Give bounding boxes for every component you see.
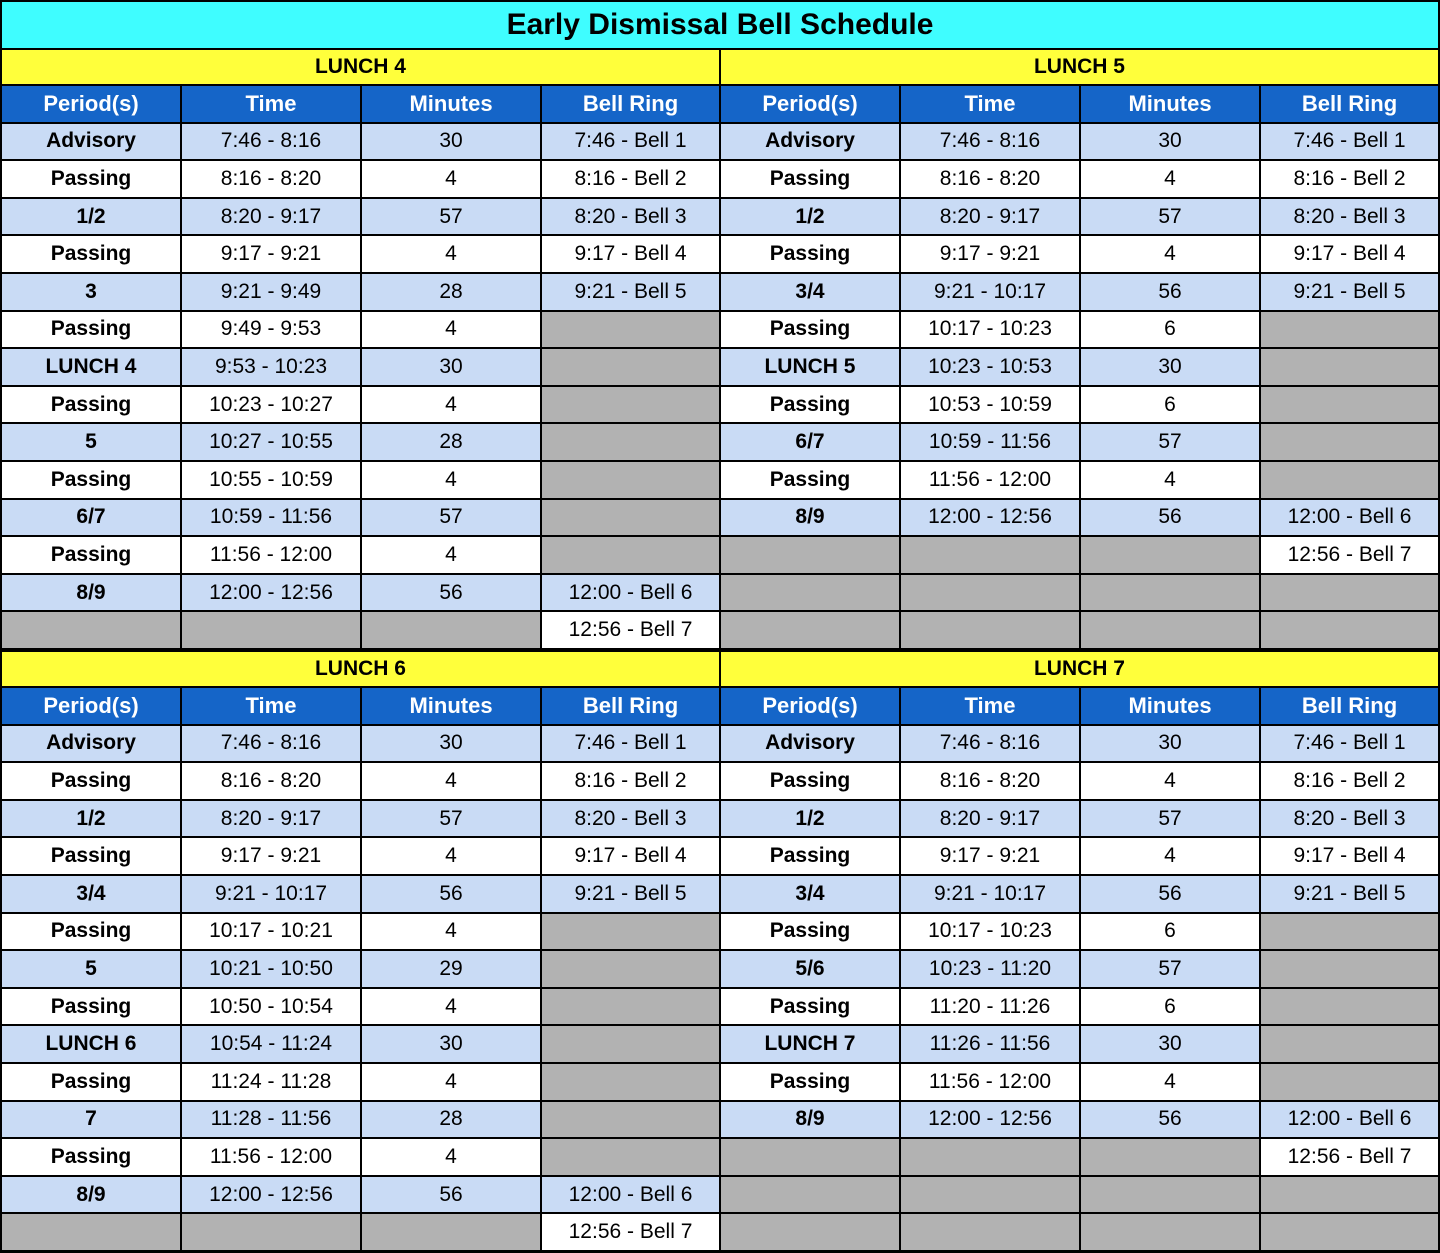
period-cell: Passing	[2, 312, 180, 348]
empty-cell	[182, 612, 360, 648]
bell-ring-cell: 9:17 - Bell 4	[1261, 838, 1438, 874]
time-cell: 10:27 - 10:55	[182, 424, 360, 460]
minutes-cell: 56	[362, 575, 540, 611]
minutes-cell: 56	[1081, 500, 1259, 536]
schedule-table	[2, 86, 719, 648]
time-cell: 11:56 - 12:00	[182, 537, 360, 573]
empty-cell	[721, 537, 899, 573]
bell-ring-cell: 7:46 - Bell 1	[542, 124, 719, 160]
minutes-cell: 4	[1081, 161, 1259, 197]
empty-cell	[721, 1139, 899, 1175]
period-cell: LUNCH 4	[2, 349, 180, 385]
bell-ring-cell: 8:20 - Bell 3	[1261, 199, 1438, 235]
minutes-cell: 28	[362, 1102, 540, 1138]
period-cell: 3/4	[2, 876, 180, 912]
empty-cell	[1081, 1177, 1259, 1213]
time-cell: 12:00 - 12:56	[182, 575, 360, 611]
period-cell: Passing	[721, 236, 899, 272]
time-cell: 8:16 - 8:20	[182, 763, 360, 799]
minutes-cell: 4	[362, 989, 540, 1025]
empty-cell	[542, 387, 719, 423]
empty-cell	[1261, 575, 1438, 611]
time-cell: 9:17 - 9:21	[901, 838, 1079, 874]
empty-cell	[901, 612, 1079, 648]
column-header-time: Time	[182, 688, 360, 724]
time-cell: 8:20 - 9:17	[901, 801, 1079, 837]
minutes-cell: 30	[362, 1026, 540, 1062]
empty-cell	[2, 612, 180, 648]
time-cell: 10:21 - 10:50	[182, 951, 360, 987]
minutes-cell: 4	[362, 387, 540, 423]
time-cell: 9:21 - 10:17	[182, 876, 360, 912]
empty-cell	[542, 462, 719, 498]
lunch-heading: LUNCH 4	[2, 50, 719, 84]
column-header-periods: Period(s)	[2, 688, 180, 724]
bell-ring-cell: 8:20 - Bell 3	[542, 199, 719, 235]
bell-ring-cell: 12:56 - Bell 7	[542, 612, 719, 648]
time-cell: 7:46 - 8:16	[901, 124, 1079, 160]
bell-ring-cell: 9:21 - Bell 5	[1261, 876, 1438, 912]
empty-cell	[1261, 1064, 1438, 1100]
minutes-cell: 56	[1081, 876, 1259, 912]
empty-cell	[901, 575, 1079, 611]
minutes-cell: 6	[1081, 387, 1259, 423]
bell-ring-cell: 9:21 - Bell 5	[1261, 274, 1438, 310]
empty-cell	[542, 951, 719, 987]
time-cell: 9:53 - 10:23	[182, 349, 360, 385]
lunch-heading: LUNCH 5	[721, 50, 1438, 84]
period-cell: Passing	[721, 161, 899, 197]
minutes-cell: 56	[1081, 1102, 1259, 1138]
period-cell: Passing	[721, 1064, 899, 1100]
minutes-cell: 4	[1081, 838, 1259, 874]
minutes-cell: 28	[362, 274, 540, 310]
minutes-cell: 6	[1081, 989, 1259, 1025]
period-cell: Passing	[2, 763, 180, 799]
minutes-cell: 57	[1081, 951, 1259, 987]
time-cell: 10:23 - 10:53	[901, 349, 1079, 385]
minutes-cell: 4	[1081, 236, 1259, 272]
period-cell: Advisory	[721, 726, 899, 762]
empty-cell	[542, 1064, 719, 1100]
minutes-cell: 30	[362, 349, 540, 385]
time-cell: 10:59 - 11:56	[182, 500, 360, 536]
bell-ring-cell: 9:17 - Bell 4	[542, 838, 719, 874]
time-cell: 9:21 - 10:17	[901, 274, 1079, 310]
empty-cell	[1261, 989, 1438, 1025]
period-cell: Passing	[721, 462, 899, 498]
empty-cell	[1261, 951, 1438, 987]
minutes-cell: 56	[362, 1177, 540, 1213]
lunch-heading: LUNCH 6	[2, 652, 719, 686]
period-cell: Passing	[2, 161, 180, 197]
empty-cell	[542, 500, 719, 536]
minutes-cell: 30	[1081, 349, 1259, 385]
minutes-cell: 4	[362, 236, 540, 272]
time-cell: 10:17 - 10:21	[182, 914, 360, 950]
time-cell: 8:20 - 9:17	[182, 801, 360, 837]
column-header-time: Time	[901, 688, 1079, 724]
bell-ring-cell: 9:17 - Bell 4	[1261, 236, 1438, 272]
time-cell: 10:17 - 10:23	[901, 914, 1079, 950]
minutes-cell: 4	[362, 462, 540, 498]
time-cell: 11:28 - 11:56	[182, 1102, 360, 1138]
period-cell: 5/6	[721, 951, 899, 987]
time-cell: 9:17 - 9:21	[901, 236, 1079, 272]
bell-ring-cell: 7:46 - Bell 1	[1261, 124, 1438, 160]
minutes-cell: 30	[1081, 124, 1259, 160]
period-cell: Passing	[721, 989, 899, 1025]
column-header-periods: Period(s)	[721, 688, 899, 724]
time-cell: 11:26 - 11:56	[901, 1026, 1079, 1062]
minutes-cell: 4	[1081, 462, 1259, 498]
empty-cell	[542, 349, 719, 385]
lunch-heading: LUNCH 7	[721, 652, 1438, 686]
empty-cell	[542, 537, 719, 573]
minutes-cell: 30	[1081, 1026, 1259, 1062]
time-cell: 11:56 - 12:00	[901, 1064, 1079, 1100]
empty-cell	[721, 612, 899, 648]
empty-cell	[542, 312, 719, 348]
bell-ring-cell: 12:00 - Bell 6	[542, 575, 719, 611]
empty-cell	[542, 1026, 719, 1062]
time-cell: 9:17 - 9:21	[182, 236, 360, 272]
minutes-cell: 30	[362, 726, 540, 762]
minutes-cell: 30	[362, 124, 540, 160]
time-cell: 9:49 - 9:53	[182, 312, 360, 348]
time-cell: 12:00 - 12:56	[901, 500, 1079, 536]
period-cell: 8/9	[2, 1177, 180, 1213]
period-cell: Advisory	[2, 726, 180, 762]
period-cell: LUNCH 5	[721, 349, 899, 385]
period-cell: 1/2	[721, 199, 899, 235]
minutes-cell: 4	[1081, 1064, 1259, 1100]
empty-cell	[901, 1139, 1079, 1175]
minutes-cell: 57	[362, 801, 540, 837]
bell-ring-cell: 8:16 - Bell 2	[1261, 763, 1438, 799]
period-cell: 8/9	[2, 575, 180, 611]
time-cell: 12:00 - 12:56	[182, 1177, 360, 1213]
bell-ring-cell: 8:16 - Bell 2	[542, 763, 719, 799]
bell-ring-cell: 7:46 - Bell 1	[542, 726, 719, 762]
empty-cell	[1261, 612, 1438, 648]
empty-cell	[1261, 462, 1438, 498]
period-cell: LUNCH 7	[721, 1026, 899, 1062]
bell-ring-cell: 12:56 - Bell 7	[1261, 537, 1438, 573]
empty-cell	[1081, 612, 1259, 648]
minutes-cell: 4	[362, 1064, 540, 1100]
period-cell: 7	[2, 1102, 180, 1138]
period-cell: 1/2	[2, 801, 180, 837]
period-cell: 3/4	[721, 876, 899, 912]
column-header-time: Time	[901, 86, 1079, 122]
column-header-time: Time	[182, 86, 360, 122]
bell-ring-cell: 7:46 - Bell 1	[1261, 726, 1438, 762]
empty-cell	[1081, 1139, 1259, 1175]
time-cell: 9:21 - 10:17	[901, 876, 1079, 912]
empty-cell	[542, 1139, 719, 1175]
empty-cell	[1261, 349, 1438, 385]
column-header-minutes: Minutes	[362, 688, 540, 724]
minutes-cell: 4	[362, 312, 540, 348]
minutes-cell: 4	[362, 914, 540, 950]
time-cell: 11:56 - 12:00	[901, 462, 1079, 498]
bell-ring-cell: 9:21 - Bell 5	[542, 274, 719, 310]
time-cell: 7:46 - 8:16	[182, 726, 360, 762]
time-cell: 10:54 - 11:24	[182, 1026, 360, 1062]
column-header-bell-ring: Bell Ring	[1261, 688, 1438, 724]
minutes-cell: 4	[1081, 763, 1259, 799]
time-cell: 10:50 - 10:54	[182, 989, 360, 1025]
bell-ring-cell: 8:16 - Bell 2	[1261, 161, 1438, 197]
period-cell: LUNCH 6	[2, 1026, 180, 1062]
time-cell: 8:16 - 8:20	[901, 161, 1079, 197]
empty-cell	[1081, 575, 1259, 611]
period-cell: Passing	[2, 537, 180, 573]
time-cell: 11:24 - 11:28	[182, 1064, 360, 1100]
time-cell: 11:56 - 12:00	[182, 1139, 360, 1175]
column-header-bell-ring: Bell Ring	[542, 688, 719, 724]
minutes-cell: 6	[1081, 914, 1259, 950]
empty-cell	[542, 1102, 719, 1138]
period-cell: 8/9	[721, 500, 899, 536]
time-cell: 9:21 - 9:49	[182, 274, 360, 310]
bell-ring-cell: 8:16 - Bell 2	[542, 161, 719, 197]
minutes-cell: 57	[362, 199, 540, 235]
empty-cell	[1081, 537, 1259, 573]
period-cell: Passing	[2, 838, 180, 874]
period-cell: 3/4	[721, 274, 899, 310]
time-cell: 8:16 - 8:20	[182, 161, 360, 197]
empty-cell	[1261, 312, 1438, 348]
empty-cell	[1261, 1026, 1438, 1062]
minutes-cell: 57	[1081, 424, 1259, 460]
period-cell: 6/7	[721, 424, 899, 460]
empty-cell	[182, 1214, 360, 1250]
minutes-cell: 30	[1081, 726, 1259, 762]
period-cell: Passing	[721, 387, 899, 423]
bell-ring-cell: 12:00 - Bell 6	[1261, 500, 1438, 536]
minutes-cell: 57	[1081, 199, 1259, 235]
period-cell: Passing	[721, 914, 899, 950]
empty-cell	[362, 1214, 540, 1250]
period-cell: 6/7	[2, 500, 180, 536]
minutes-cell: 4	[362, 838, 540, 874]
empty-cell	[901, 1214, 1079, 1250]
empty-cell	[1261, 914, 1438, 950]
page-title: Early Dismissal Bell Schedule	[2, 2, 1438, 48]
bell-ring-cell: 8:20 - Bell 3	[1261, 801, 1438, 837]
column-header-bell-ring: Bell Ring	[542, 86, 719, 122]
empty-cell	[1261, 1177, 1438, 1213]
minutes-cell: 57	[362, 500, 540, 536]
empty-cell	[721, 1177, 899, 1213]
minutes-cell: 28	[362, 424, 540, 460]
bell-ring-cell: 9:21 - Bell 5	[542, 876, 719, 912]
empty-cell	[2, 1214, 180, 1250]
empty-cell	[1261, 387, 1438, 423]
period-cell: Passing	[2, 989, 180, 1025]
minutes-cell: 4	[362, 537, 540, 573]
period-cell: 5	[2, 424, 180, 460]
bell-ring-cell: 12:00 - Bell 6	[1261, 1102, 1438, 1138]
period-cell: Advisory	[721, 124, 899, 160]
time-cell: 10:53 - 10:59	[901, 387, 1079, 423]
time-cell: 8:16 - 8:20	[901, 763, 1079, 799]
bell-ring-cell: 12:00 - Bell 6	[542, 1177, 719, 1213]
period-cell: Passing	[721, 838, 899, 874]
period-cell: Passing	[2, 236, 180, 272]
empty-cell	[362, 612, 540, 648]
empty-cell	[901, 1177, 1079, 1213]
schedule-table	[721, 688, 1438, 1250]
time-cell: 10:23 - 11:20	[901, 951, 1079, 987]
schedule-table	[721, 86, 1438, 648]
bell-ring-cell: 8:20 - Bell 3	[542, 801, 719, 837]
time-cell: 12:00 - 12:56	[901, 1102, 1079, 1138]
bell-ring-cell: 12:56 - Bell 7	[1261, 1139, 1438, 1175]
minutes-cell: 57	[1081, 801, 1259, 837]
column-header-minutes: Minutes	[362, 86, 540, 122]
period-cell: 8/9	[721, 1102, 899, 1138]
minutes-cell: 6	[1081, 312, 1259, 348]
time-cell: 10:59 - 11:56	[901, 424, 1079, 460]
period-cell: 3	[2, 274, 180, 310]
empty-cell	[1081, 1214, 1259, 1250]
empty-cell	[721, 1214, 899, 1250]
bell-ring-cell: 12:56 - Bell 7	[542, 1214, 719, 1250]
period-cell: Passing	[2, 1139, 180, 1175]
column-header-minutes: Minutes	[1081, 86, 1259, 122]
time-cell: 7:46 - 8:16	[901, 726, 1079, 762]
period-cell: 1/2	[2, 199, 180, 235]
time-cell: 8:20 - 9:17	[901, 199, 1079, 235]
minutes-cell: 56	[362, 876, 540, 912]
minutes-cell: 29	[362, 951, 540, 987]
empty-cell	[542, 914, 719, 950]
time-cell: 11:20 - 11:26	[901, 989, 1079, 1025]
empty-cell	[901, 537, 1079, 573]
time-cell: 10:55 - 10:59	[182, 462, 360, 498]
time-cell: 10:23 - 10:27	[182, 387, 360, 423]
period-cell: Passing	[2, 914, 180, 950]
empty-cell	[721, 575, 899, 611]
period-cell: Passing	[721, 312, 899, 348]
empty-cell	[542, 989, 719, 1025]
period-cell: 1/2	[721, 801, 899, 837]
minutes-cell: 56	[1081, 274, 1259, 310]
time-cell: 7:46 - 8:16	[182, 124, 360, 160]
schedule-table	[2, 688, 719, 1250]
time-cell: 9:17 - 9:21	[182, 838, 360, 874]
period-cell: Passing	[721, 763, 899, 799]
bell-ring-cell: 9:17 - Bell 4	[542, 236, 719, 272]
period-cell: 5	[2, 951, 180, 987]
minutes-cell: 4	[362, 1139, 540, 1175]
column-header-minutes: Minutes	[1081, 688, 1259, 724]
period-cell: Advisory	[2, 124, 180, 160]
period-cell: Passing	[2, 462, 180, 498]
time-cell: 10:17 - 10:23	[901, 312, 1079, 348]
column-header-periods: Period(s)	[2, 86, 180, 122]
period-cell: Passing	[2, 1064, 180, 1100]
minutes-cell: 4	[362, 161, 540, 197]
column-header-periods: Period(s)	[721, 86, 899, 122]
period-cell: Passing	[2, 387, 180, 423]
empty-cell	[1261, 424, 1438, 460]
column-header-bell-ring: Bell Ring	[1261, 86, 1438, 122]
empty-cell	[1261, 1214, 1438, 1250]
time-cell: 8:20 - 9:17	[182, 199, 360, 235]
minutes-cell: 4	[362, 763, 540, 799]
empty-cell	[542, 424, 719, 460]
